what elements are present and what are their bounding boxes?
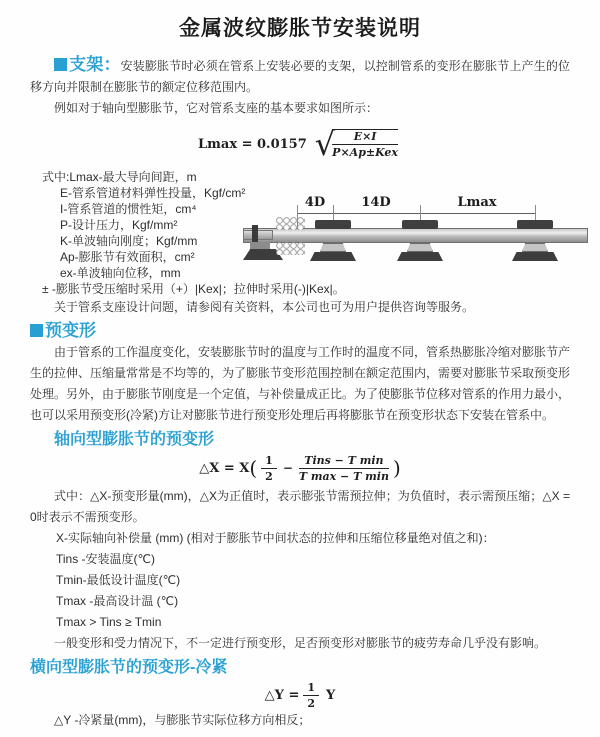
section-bullet-icon: [30, 324, 43, 337]
guide-support-base: [397, 252, 443, 261]
formula-lmax-lhs: Lmax = 0.0157: [198, 136, 307, 152]
definition-line: P-设计压力，Kgf/mm²: [60, 218, 178, 232]
dimension-label-lmax: Lmax: [457, 195, 497, 210]
dy-numerator: 1: [303, 681, 319, 696]
support-example-text: 例如对于轴向型膨胀节，它对管系支座的基本要求如图所示：: [54, 101, 379, 115]
radical-sign: √: [314, 125, 336, 163]
dy-denominator: 2: [307, 696, 316, 710]
support-note-text: 关于管系支座设计问题，请参阅有关资料，本公司也可为用户提供咨询等服务。: [54, 300, 475, 314]
formula-delta-y: [30, 680, 570, 710]
axial-item: Tmin-最低设计温度(℃): [56, 573, 181, 587]
definition-line: I-管系管道的惯性矩，cm⁴: [60, 202, 197, 216]
half-numerator: 1: [261, 454, 277, 469]
axial-item: X-实际轴向补偿量 (mm) (相对于膨胀节中间状态的拉伸和压缩位移量绝对值之和)：: [56, 531, 495, 545]
close-paren: ): [392, 456, 401, 480]
predeform-body-text: 由于管系的工作温度变化，安装膨胀节时的温度与工作时的温度不同，管系热膨胀冷缩对膨胀节产生的拉伸、压缩量常常是不均等的，为了膨胀节变形范围控制在额定范围内，需要对膨胀节采取预变形处理。另外，由于膨胀节刚度是一个定值，与补偿量成正比。为了使膨胀节位移对管系的作用力最小，也可以采用预变形(冷紧)方让对膨胀节进行预变形处理后再将膨胀节在预变形状态下安装在管系中。: [30, 345, 571, 422]
definition-line: 式中:Lmax-最大导向间距，m: [42, 170, 197, 184]
support-intro-text: 安装膨胀节时必须在管系上安装必要的支架，以控制管系的变形在膨胀节上产生的位移方向并限制在膨胀节的额定位移范围内。: [30, 59, 570, 94]
guide-support-saddle: [407, 243, 433, 252]
guide-support-base: [310, 252, 356, 261]
axial-item: Tmax -最高设计温 (℃): [56, 594, 179, 608]
guide-support-clamp: [517, 220, 553, 229]
definition-line: Ap-膨胀节有效面积，cm²: [60, 250, 195, 264]
pipe: [243, 228, 588, 243]
bellows-convolutions-bottom: [276, 242, 305, 255]
formula-dx-half: [261, 454, 277, 483]
bellows-convolutions-top: [276, 217, 305, 230]
formula-lmax-fraction: [332, 129, 398, 159]
formula-dx-lhs: △X = X: [199, 460, 250, 476]
definition-line: K-单波轴向刚度；Kgf/mm: [60, 234, 198, 248]
axial-explain-text: 式中：△X-预变形量(mm)，△X为正值时，表示膨张节需预拉伸；为负值时，表示需预压缩；△X = 0时表示不需预变形。: [30, 489, 570, 524]
definition-line: ex-单波轴向位移，mm: [60, 266, 181, 280]
temp-denominator: T max − T min: [298, 469, 389, 483]
anchor-pipe-stub: [243, 230, 273, 240]
guide-support-saddle: [522, 243, 548, 252]
formula-dx-temp-fraction: [299, 454, 389, 483]
section-bullet-icon: [54, 58, 67, 71]
predeform-section-label: 预变形: [45, 321, 96, 340]
axial-note-text: 一般变形和受力情况下，不一定进行预变形，足否预变形对膨胀节的疲劳寿命几乎没有影响。: [54, 636, 547, 650]
support-paragraph: [30, 54, 570, 98]
lateral-note-text: △Y -冷紧量(mm)，与膨胀节实际位移方向相反；: [54, 713, 311, 727]
definition-line: ± -膨胀节受压缩时采用（+）|Kex|；拉伸时采用(-)|Kex|。: [42, 282, 345, 296]
temp-numerator: Tins − T min: [299, 454, 389, 469]
lateral-subheading: 横向型膨胀节的预变形-冷紧: [30, 659, 228, 676]
axial-item: Tins -安装温度(℃): [56, 552, 156, 566]
formula-lmax-denominator: P×Ap±Kex: [332, 146, 398, 159]
formula-dy-half: [303, 681, 319, 710]
predeform-section-heading: [30, 320, 570, 342]
dimension-label-14d: 14D: [361, 195, 391, 210]
support-section-label: 支架：: [69, 55, 121, 74]
guide-support-base: [512, 252, 558, 261]
definition-line: E-管系管道材料弹性投量，Kgf/cm²: [60, 186, 246, 200]
guide-support-saddle: [320, 243, 346, 252]
guide-support-clamp: [315, 220, 351, 229]
pipe-support-diagram: [243, 197, 595, 275]
page-title: 金属波纹膨胀节安装说明: [179, 17, 421, 40]
guide-support-clamp: [402, 220, 438, 229]
formula-dy-rhs: Y: [326, 687, 336, 703]
half-denominator: 2: [265, 469, 273, 483]
dimension-label-4d: 4D: [304, 195, 326, 210]
formula-dy-lhs: △Y =: [264, 687, 300, 703]
open-paren: (: [249, 456, 258, 480]
formula-lmax-numerator: E×I: [332, 130, 398, 145]
formula-delta-x: [30, 450, 570, 486]
formula-lmax: [30, 125, 570, 163]
anchor-neck: [250, 242, 270, 250]
axial-subheading: 轴向型膨胀节的预变形: [54, 431, 215, 448]
axial-item: Tmax > Tins ≥ Tmin: [56, 615, 162, 629]
minus-operator: −: [282, 461, 293, 475]
